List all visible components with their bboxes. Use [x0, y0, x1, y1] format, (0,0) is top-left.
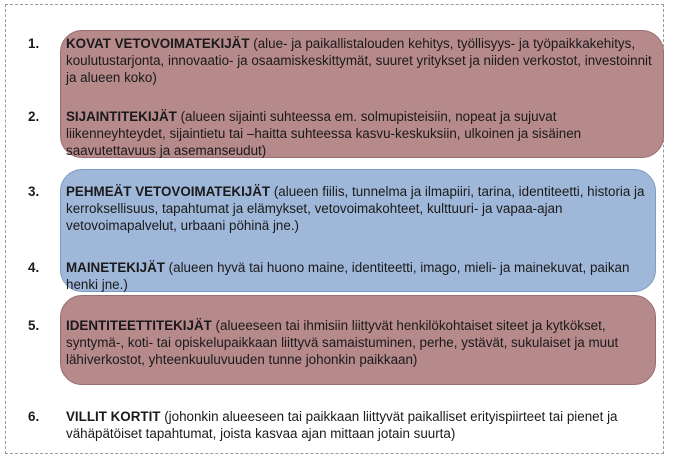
item-text [66, 108, 659, 159]
item-number: 6. [28, 409, 40, 424]
item-description: (alueen hyvä tai huono maine, identiteetti, imago, mieli- ja mainekuvat, paikan henki jne.) [66, 260, 630, 292]
item-text [66, 317, 659, 368]
item-description: (alueen fiilis, tunnelma ja ilmapiiri, tarina, identiteetti, historia ja kerroksellisuus, tapahtumat ja elämykset, vetovoimakohteet, kulttuuri- ja vapaa-ajan vetovoimapalvelut, urbaani pöhinä jne.) [66, 184, 645, 233]
list-item-identity-factors [28, 317, 659, 368]
item-heading: MAINETEKIJÄT [66, 260, 165, 275]
list-item-hard-attraction-factors [28, 35, 659, 86]
item-number: 3. [28, 184, 40, 199]
item-description: (alueeseen tai ihmisiin liittyvät henkilökohtaiset siteet ja kytkökset, syntymä-, koti- tai opiskelupaikkaan liittyvä samaistuminen, perhe, ystävät, sukulaiset ja muut lähiverkostot, yhteenkuuluvuuden tunne johonkin paikkaan) [66, 318, 619, 367]
item-text [66, 259, 659, 293]
list-item-soft-attraction-factors [28, 183, 659, 234]
item-text [66, 35, 659, 86]
item-number: 2. [28, 109, 40, 124]
item-number: 1. [28, 36, 40, 51]
item-heading: SIJAINTITEKIJÄT [66, 109, 177, 124]
item-heading: VILLIT KORTIT [66, 409, 161, 424]
item-heading: PEHMEÄT VETOVOIMATEKIJÄT [66, 184, 271, 199]
item-heading: KOVAT VETOVOIMATEKIJÄT [66, 36, 250, 51]
item-description: (johonkin alueeseen tai paikkaan liittyvät paikalliset erityispiirteet tai pienet ja vähäpätöiset tapahtumat, joista kasvaa ajan mittaan jotain suurta) [66, 409, 618, 441]
item-description: (alue- ja paikallistalouden kehitys, työllisyys- ja työpaikkakehitys, koulutustarjonta, innovaatio- ja osaamiskeskittymät, suuret yritykset ja niiden verkostot, investoinnit ja alueen koko) [66, 36, 652, 85]
item-number: 5. [28, 318, 40, 333]
list-item-location-factors [28, 108, 659, 159]
item-text [66, 408, 659, 442]
item-text [66, 183, 659, 234]
item-number: 4. [28, 260, 40, 275]
item-heading: IDENTITEETTITEKIJÄT [66, 318, 212, 333]
list-item-reputation-factors [28, 259, 659, 293]
list-item-wild-cards [28, 408, 659, 442]
item-description: (alueen sijainti suhteessa em. solmupisteisiin, nopeat ja sujuvat liikenneyhteydet, sijaintietu tai –haitta suhteessa kasvu-keskuksiin, ulkoinen ja sisäinen saavutettavuus ja asemanseudut) [66, 109, 582, 158]
